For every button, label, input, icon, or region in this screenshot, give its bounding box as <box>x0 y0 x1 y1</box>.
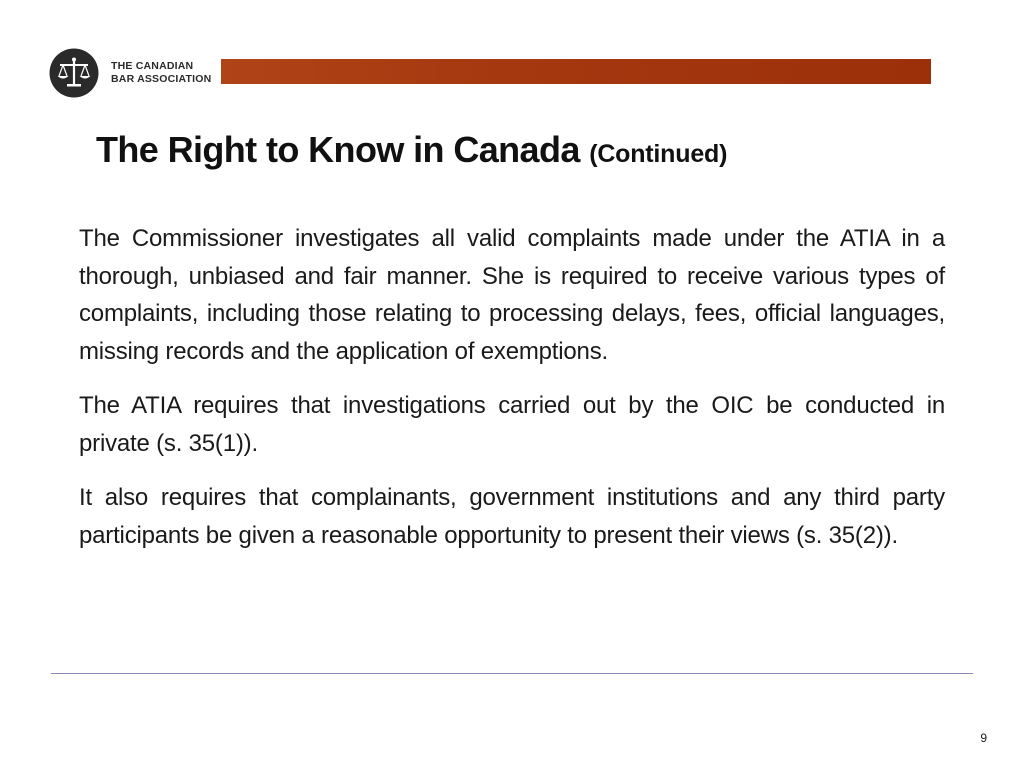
slide-title <box>96 124 727 180</box>
slide-body <box>79 220 945 571</box>
footer-divider <box>51 673 973 674</box>
body-paragraph-1: The Commissioner investigates all valid complaints made under the ATIA in a thorough, unbiased and fair manner. She is required to receive various types of complaints, including those relating to processing delays, fees, official languages, missing records and the application of exemptions. <box>79 225 945 365</box>
cba-logo <box>49 48 211 98</box>
body-paragraph-2: The ATIA requires that investigations carried out by the OIC be conducted in private (s. 35(1)). <box>79 392 945 457</box>
slide-title-main: The Right to Know in Canada <box>96 129 580 170</box>
logo-line-2: BAR ASSOCIATION <box>111 73 212 85</box>
body-paragraph-3: It also requires that complainants, government institutions and any third party participants be given a reasonable opportunity to present their views (s. 35(2)). <box>79 484 945 549</box>
page-number: 9 <box>980 731 987 745</box>
slide-title-subtitle: (Continued) <box>589 140 728 168</box>
logo-wordmark <box>111 60 211 86</box>
scales-of-justice-icon <box>49 48 99 98</box>
logo-line-1: THE CANADIAN <box>111 60 194 72</box>
header-accent-bar <box>221 59 931 84</box>
